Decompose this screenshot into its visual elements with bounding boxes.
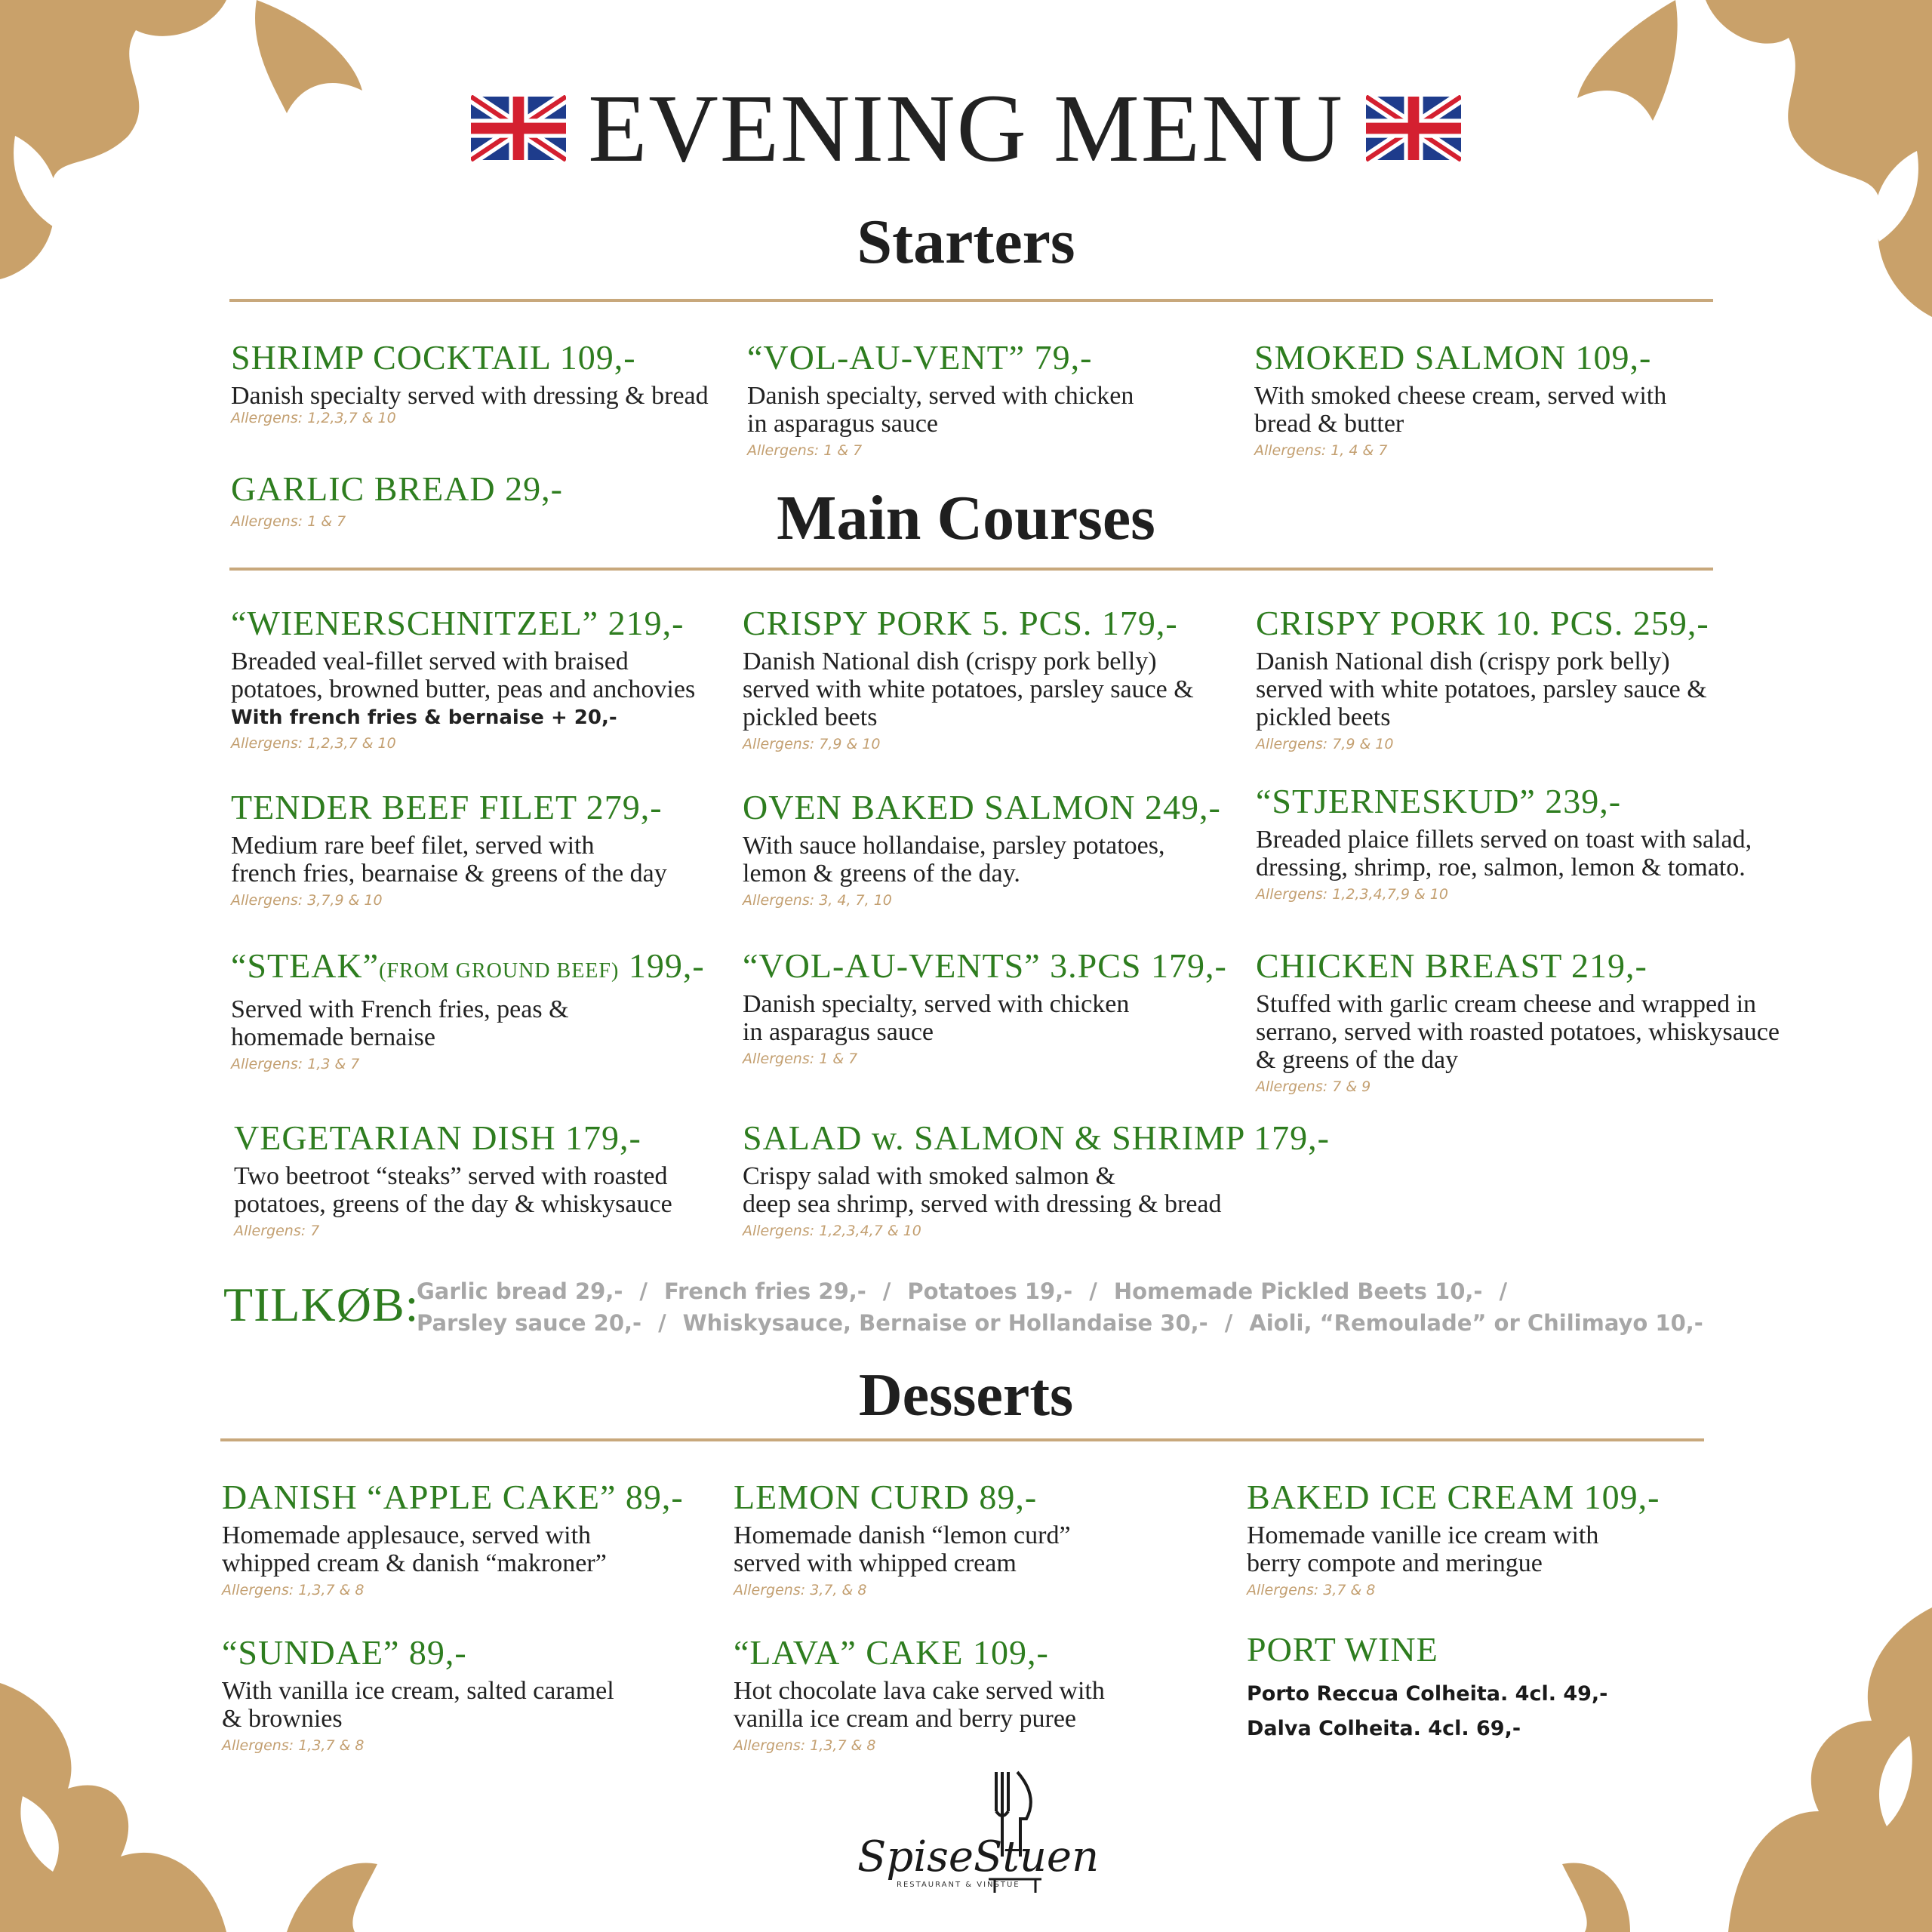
item-name: CHICKEN BREAST 219,- (1256, 946, 1647, 985)
item-allergens: Allergens: 1 & 7 (743, 1051, 858, 1067)
corner-swirl-top-right (1540, 0, 1932, 362)
item-description: Crispy salad with smoked salmon & deep sea shrimp, served with dressing & bread (743, 1162, 1222, 1218)
menu-item (231, 946, 729, 1072)
port-wine-item: Porto Reccua Colheita. 4cl. 49,- (1247, 1682, 1608, 1706)
section-divider (229, 568, 1713, 571)
extra-item: French fries 29,- (664, 1278, 866, 1304)
section-title-main-courses: Main Courses (777, 483, 1155, 553)
item-allergens: Allergens: 1 & 7 (231, 513, 346, 530)
item-name: SHRIMP COCKTAIL 109,- (231, 338, 636, 377)
menu-item (1256, 604, 1754, 752)
item-price: 199,- (619, 946, 705, 985)
extras-separator: / (639, 1278, 648, 1304)
item-name: BAKED ICE CREAM 109,- (1247, 1478, 1660, 1516)
menu-item (1256, 782, 1829, 903)
item-name: CRISPY PORK 10. PCS. 259,- (1256, 604, 1709, 642)
item-allergens: Allergens: 1,3,7 & 8 (222, 1737, 365, 1754)
item-allergens: Allergens: 1,2,3,7 & 10 (231, 410, 396, 426)
item-name: SMOKED SALMON 109,- (1254, 338, 1652, 377)
section-divider (229, 299, 1713, 302)
extra-item: Homemade Pickled Beets 10,- (1113, 1278, 1483, 1304)
menu-item (231, 338, 729, 426)
extras-row-2 (417, 1310, 1703, 1336)
item-description: Danish National dish (crispy pork belly) served with white potatoes, parsley sauce & pickled beets (1256, 648, 1707, 731)
menu-item (747, 338, 1245, 459)
item-allergens: Allergens: 7,9 & 10 (1256, 736, 1394, 752)
item-allergens: Allergens: 1,3 & 7 (231, 1056, 360, 1072)
item-description: Homemade vanille ice cream with berry compote and meringue (1247, 1521, 1599, 1577)
item-description: Danish National dish (crispy pork belly) served with white potatoes, parsley sauce & pickled beets (743, 648, 1194, 731)
item-name (231, 946, 729, 991)
item-allergens: Allergens: 1, 4 & 7 (1254, 442, 1388, 459)
item-name: DANISH “APPLE CAKE” 89,- (222, 1478, 684, 1516)
page-title: EVENING MENU (588, 75, 1344, 182)
uk-flag-icon-right (1366, 95, 1461, 162)
item-description: With vanilla ice cream, salted caramel & brownies (222, 1677, 614, 1733)
menu-item (734, 1633, 1232, 1754)
section-title-desserts: Desserts (858, 1362, 1074, 1429)
item-allergens: Allergens: 3, 4, 7, 10 (743, 892, 892, 909)
extra-item: Parsley sauce 20,- (417, 1310, 642, 1336)
item-description: Two beetroot “steaks” served with roasted potatoes, greens of the day & whiskysauce (234, 1162, 672, 1218)
item-allergens: Allergens: 7,9 & 10 (743, 736, 881, 752)
item-description: Hot chocolate lava cake served with vanilla ice cream and berry puree (734, 1677, 1105, 1733)
item-name: “VOL-AU-VENT” 79,- (747, 338, 1093, 377)
item-description: Served with French fries, peas & homemade bernaise (231, 995, 569, 1051)
menu-item (743, 788, 1241, 909)
extras-separator: / (1499, 1278, 1508, 1304)
item-name: “SUNDAE” 89,- (222, 1633, 467, 1672)
item-name: SALAD w. SALMON & SHRIMP 179,- (743, 1118, 1330, 1157)
section-title-starters: Starters (857, 207, 1075, 277)
item-addon-note: With french fries & bernaise + 20,- (231, 706, 617, 729)
item-allergens: Allergens: 3,7 & 8 (1247, 1582, 1376, 1598)
menu-item (222, 1633, 720, 1754)
item-allergens: Allergens: 1,3,7 & 8 (734, 1737, 876, 1754)
menu-item (1254, 338, 1752, 459)
menu-item (231, 604, 729, 752)
item-name: “STJERNESKUD” 239,- (1256, 782, 1622, 820)
extras-separator: / (1089, 1278, 1097, 1304)
item-allergens: Allergens: 7 (234, 1223, 320, 1239)
menu-item (1247, 1478, 1745, 1598)
item-description: Danish specialty, served with chicken in asparagus sauce (747, 382, 1134, 438)
extra-item: Aioli, “Remoulade” or Chilimayo 10,- (1249, 1310, 1703, 1336)
item-allergens: Allergens: 1,2,3,4,7 & 10 (743, 1223, 921, 1239)
item-name-qualifier: (FROM GROUND BEEF) (379, 959, 620, 983)
item-allergens: Allergens: 3,7,9 & 10 (231, 892, 383, 909)
extras-row-1 (417, 1278, 1524, 1304)
corner-swirl-bottom-right (1540, 1570, 1932, 1932)
item-description: Homemade applesauce, served with whipped cream & danish “makroner” (222, 1521, 607, 1577)
port-wine-item: Dalva Colheita. 4cl. 69,- (1247, 1717, 1521, 1740)
item-allergens: Allergens: 3,7, & 8 (734, 1582, 867, 1598)
item-allergens: Allergens: 1 & 7 (747, 442, 863, 459)
item-name-main: “STEAK” (231, 946, 380, 985)
menu-item (231, 788, 729, 909)
item-description: Breaded plaice fillets served on toast with salad, dressing, shrimp, roe, salmon, lemon & tomato. (1256, 826, 1752, 881)
item-allergens: Allergens: 7 & 9 (1256, 1078, 1371, 1095)
extras-separator: / (882, 1278, 891, 1304)
extra-item: Garlic bread 29,- (417, 1278, 623, 1304)
item-name: “WIENERSCHNITZEL” 219,- (231, 604, 685, 642)
extras-separator: / (658, 1310, 666, 1336)
item-description: With smoked cheese cream, served with bread & butter (1254, 382, 1667, 438)
item-description: Stuffed with garlic cream cheese and wrapped in serrano, served with roasted potatoes, whiskysauce & greens of the day (1256, 990, 1780, 1074)
item-name: TENDER BEEF FILET 279,- (231, 788, 663, 826)
item-name: LEMON CURD 89,- (734, 1478, 1038, 1516)
item-name: GARLIC BREAD 29,- (231, 469, 563, 508)
extras-label: TILKØB: (223, 1278, 420, 1331)
item-name: OVEN BAKED SALMON 249,- (743, 788, 1221, 826)
section-divider (220, 1438, 1704, 1441)
item-name: “LAVA” CAKE 109,- (734, 1633, 1049, 1672)
menu-item (743, 1118, 1346, 1239)
item-name: “VOL-AU-VENTS” 3.PCS 179,- (743, 946, 1227, 985)
item-name: CRISPY PORK 5. PCS. 179,- (743, 604, 1178, 642)
item-allergens: Allergens: 1,2,3,4,7,9 & 10 (1256, 886, 1448, 903)
extra-item: Whiskysauce, Bernaise or Hollandaise 30,- (682, 1310, 1208, 1336)
port-wine-block (1247, 1630, 1745, 1746)
item-description: Danish specialty, served with chicken in asparagus sauce (743, 990, 1130, 1046)
item-allergens: Allergens: 1,3,7 & 8 (222, 1582, 365, 1598)
menu-item (734, 1478, 1232, 1598)
item-name: VEGETARIAN DISH 179,- (234, 1118, 641, 1157)
item-description: Danish specialty served with dressing & bread (231, 382, 709, 410)
menu-item (743, 946, 1241, 1067)
item-description: Medium rare beef filet, served with french fries, bearnaise & greens of the day (231, 832, 667, 888)
extra-item: Potatoes 19,- (907, 1278, 1073, 1304)
logo-subtitle: RESTAURANT & VINSTUE (897, 1881, 1020, 1889)
menu-item (1256, 946, 1860, 1095)
item-description: Homemade danish “lemon curd” served with whipped cream (734, 1521, 1071, 1577)
item-description: With sauce hollandaise, parsley potatoes, lemon & greens of the day. (743, 832, 1165, 888)
extras-separator: / (1224, 1310, 1233, 1336)
item-name: PORT WINE (1247, 1630, 1438, 1669)
menu-item (222, 1478, 720, 1598)
menu-item (743, 604, 1241, 752)
logo-wordmark: SpiseStuen (857, 1832, 1100, 1881)
item-allergens: Allergens: 1,2,3,7 & 10 (231, 735, 396, 752)
menu-item (234, 1118, 732, 1239)
item-description: Breaded veal-fillet served with braised potatoes, browned butter, peas and anchovies (231, 648, 696, 703)
